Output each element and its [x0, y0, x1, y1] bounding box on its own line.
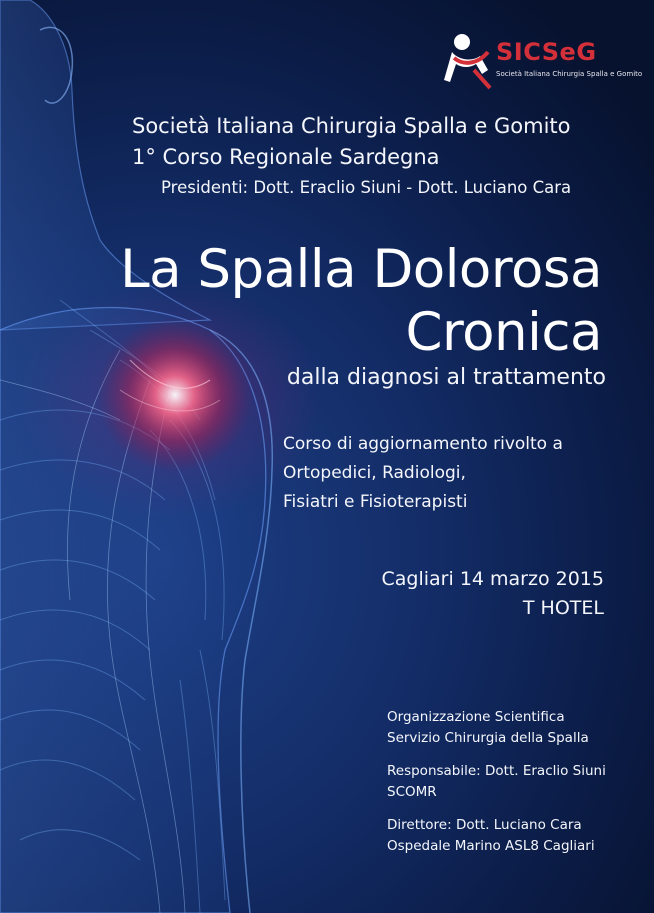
director-block	[387, 815, 606, 857]
audience-block	[283, 430, 563, 517]
organization-label: Organizzazione Scientifica	[387, 709, 565, 725]
subtitle: dalla diagnosi al trattamento	[286, 365, 606, 390]
audience-line-3: Fisiatri e Fisioterapisti	[283, 492, 468, 512]
event-venue: T HOTEL	[522, 597, 604, 619]
event-place-date: Cagliari 14 marzo 2015	[381, 568, 604, 590]
organization-unit: Servizio Chirurgia della Spalla	[387, 730, 589, 746]
presidents-line: Presidenti: Dott. Eraclio Siuni - Dott. Luciano Cara	[161, 178, 572, 197]
responsible-unit: SCOMR	[387, 784, 437, 800]
course-name: 1° Corso Regionale Sardegna	[132, 145, 440, 169]
shoulder-pain-glow	[97, 317, 253, 473]
audience-line-1: Corso di aggiornamento rivolto a	[283, 434, 563, 454]
audience-line-2: Ortopedici, Radiologi,	[283, 463, 466, 483]
shoulder-elbow-figure-icon	[444, 30, 494, 90]
responsible-block	[387, 761, 606, 803]
title-line-2: Cronica	[405, 302, 602, 363]
director-name: Direttore: Dott. Luciano Cara	[387, 817, 582, 833]
logo-tagline: Società Italiana Chirurgia Spalla e Gomito	[496, 70, 643, 78]
responsible-name: Responsabile: Dott. Eraclio Siuni	[387, 763, 606, 779]
credits-block	[387, 707, 606, 869]
event-block	[382, 565, 604, 623]
title-line-1: La Spalla Dolorosa	[120, 239, 602, 300]
organization-block	[387, 707, 606, 749]
director-unit: Ospedale Marino ASL8 Cagliari	[387, 838, 595, 854]
society-name: Società Italiana Chirurgia Spalla e Gomito	[132, 114, 571, 138]
logo-name: SICSeG	[496, 38, 597, 66]
sicseg-logo	[444, 26, 643, 96]
